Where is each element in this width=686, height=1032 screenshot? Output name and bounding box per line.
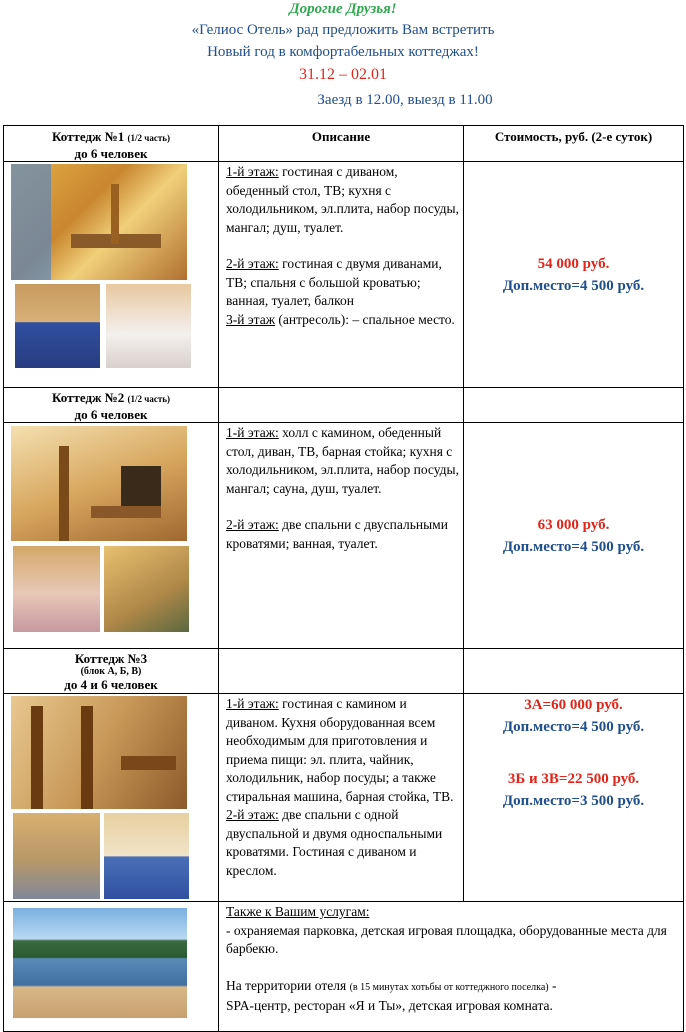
cottage3-title-cell <box>4 649 219 694</box>
offer-line-1: «Гелиос Отель» рад предложить Вам встретить <box>191 22 495 38</box>
empty-cell <box>219 649 464 694</box>
col3-header: Стоимость, руб. (2-е суток) <box>464 126 684 162</box>
cottage3-title-row <box>4 649 684 694</box>
cottage2-description <box>219 423 464 649</box>
cottage3-description <box>219 694 464 902</box>
cottage3-floor1-label: 1-й этаж: <box>226 696 279 711</box>
cottage3-title: Коттедж №3 <box>74 651 148 666</box>
services-heading: Также к Вашим услугам: <box>226 904 370 919</box>
cottage2-extra: Доп.место=4 500 руб. <box>502 538 645 555</box>
cottage3-floor2-label: 2-й этаж: <box>226 807 279 822</box>
cottage1-floor3-text: (антресоль): – спальное место. <box>278 311 455 327</box>
cottage1-living-room-photo <box>11 164 187 280</box>
cottage2-bedroom-photo <box>13 546 100 632</box>
cottage3-capacity: до 4 и 6 человек <box>64 677 158 692</box>
cottage2-floor1-label: 1-й этаж: <box>226 425 279 440</box>
cottage3-extra-bv: Доп.место=3 500 руб. <box>502 793 645 809</box>
services-text <box>219 902 684 1032</box>
cottage1-floor1-text: гостиная с диваном, обеденный стол, ТВ; кухня с холодильником, эл.плита, набор посуды, мангал; душ, туалет. <box>226 164 459 235</box>
cottage2-part: (1/2 часть) <box>127 394 171 404</box>
cottage3-bedroom-photo <box>104 813 189 899</box>
header <box>0 0 686 120</box>
cottage1-description <box>219 162 464 388</box>
cottage3-lounge-photo <box>13 813 100 899</box>
col1-header <box>4 126 219 162</box>
cottages-table <box>3 125 684 1032</box>
territory-suffix: - <box>548 977 557 993</box>
territory-note: (в 15 минутах хотьбы от коттеджного поселка) <box>349 981 549 993</box>
checkin-times: Заезд в 12.00, выезд в 11.00 <box>317 92 493 108</box>
cottage1-floor1-label: 1-й этаж: <box>226 164 279 179</box>
cottage1-floor3-label: 3-й этаж <box>226 311 276 327</box>
cottage3-floor2-text: две спальни с одной двуспальной и двумя односпальными кроватями. Гостиная с диваном и креслом. <box>226 807 443 878</box>
cottage3-price-bv: 3Б и 3В=22 500 руб. <box>507 771 640 787</box>
cottage3-price-a: 3А=60 000 руб. <box>524 697 623 713</box>
cottage1-photos <box>4 162 219 388</box>
cottage3-extra-a: Доп.место=4 500 руб. <box>502 719 645 735</box>
offer-line-2: Новый год в комфортабельных коттеджах! <box>207 44 479 60</box>
cottage2-floor2-label: 2-й этаж: <box>226 517 279 532</box>
cottage2-title: Коттедж №2 <box>51 390 125 405</box>
cottage1-floor2-label: 2-й этаж: <box>226 256 279 271</box>
cottage2-row <box>4 423 684 649</box>
cottage2-price: 63 000 руб. <box>537 516 610 533</box>
cottage2-kitchen-photo <box>104 546 189 632</box>
cottage2-capacity: до 6 человек <box>74 407 148 422</box>
dates: 31.12 – 02.01 <box>299 66 387 83</box>
cottage1-title: Коттедж №1 <box>51 129 125 144</box>
cottage1-extra: Доп.место=4 500 руб. <box>502 277 645 294</box>
cottage3-price-cell <box>464 694 684 902</box>
cottage2-photos <box>4 423 219 649</box>
greeting: Дорогие Друзья! <box>289 1 397 17</box>
cottage2-floor2-text: две спальни с двуспальными кроватями; ванная, туалет. <box>226 517 448 551</box>
cottage1-capacity: до 6 человек <box>74 146 148 161</box>
cottage2-title-cell <box>4 388 219 423</box>
lake-shore-photo <box>13 908 187 1018</box>
cottage3-blocks: (блок А, Б, В) <box>80 666 142 677</box>
empty-cell <box>464 649 684 694</box>
cottage1-price: 54 000 руб. <box>537 255 610 272</box>
cottage1-bathroom-photo <box>106 284 191 368</box>
table-header-row <box>4 126 684 162</box>
empty-cell <box>464 388 684 423</box>
cottage3-floor1-text: гостиная с камином и диваном. Кухня оборудованная всем необходимым для приготовления и приема пищи: эл. плита, чайник, холодильник, набор посуды; а также стиральная машина, барная стойка, ТВ. <box>226 696 454 804</box>
territory-prefix: На территории отеля <box>226 977 347 993</box>
cottage2-hall-photo <box>11 426 187 541</box>
cottage1-bedroom-photo <box>15 284 100 368</box>
services-item-1: - охраняемая парковка, детская игровая площадка, оборудованные места для барбекю. <box>226 922 667 956</box>
cottage1-part: (1/2 часть) <box>127 133 171 143</box>
cottage2-floor1-text: холл с камином, обеденный стол, диван, ТВ, барная стойка; кухня с холодильником, эл.плита, набор посуды, мангал; сауна, душ, туалет. <box>226 425 459 496</box>
empty-cell <box>219 388 464 423</box>
cottage1-price-cell <box>464 162 684 388</box>
cottage1-floor2-text: гостиная с двумя диванами, ТВ; спальня с большой кроватью; ванная, туалет, балкон <box>226 256 442 308</box>
services-row <box>4 902 684 1032</box>
cottage1-row <box>4 162 684 388</box>
services-item-2: SPA-центр, ресторан «Я и Ты», детская игровая комната. <box>226 998 553 1013</box>
col2-header: Описание <box>219 126 464 162</box>
cottage3-row <box>4 694 684 902</box>
cottage3-living-room-photo <box>11 696 187 809</box>
cottage2-title-row <box>4 388 684 423</box>
cottage3-photos <box>4 694 219 902</box>
cottage2-price-cell <box>464 423 684 649</box>
services-photo-cell <box>4 902 219 1032</box>
